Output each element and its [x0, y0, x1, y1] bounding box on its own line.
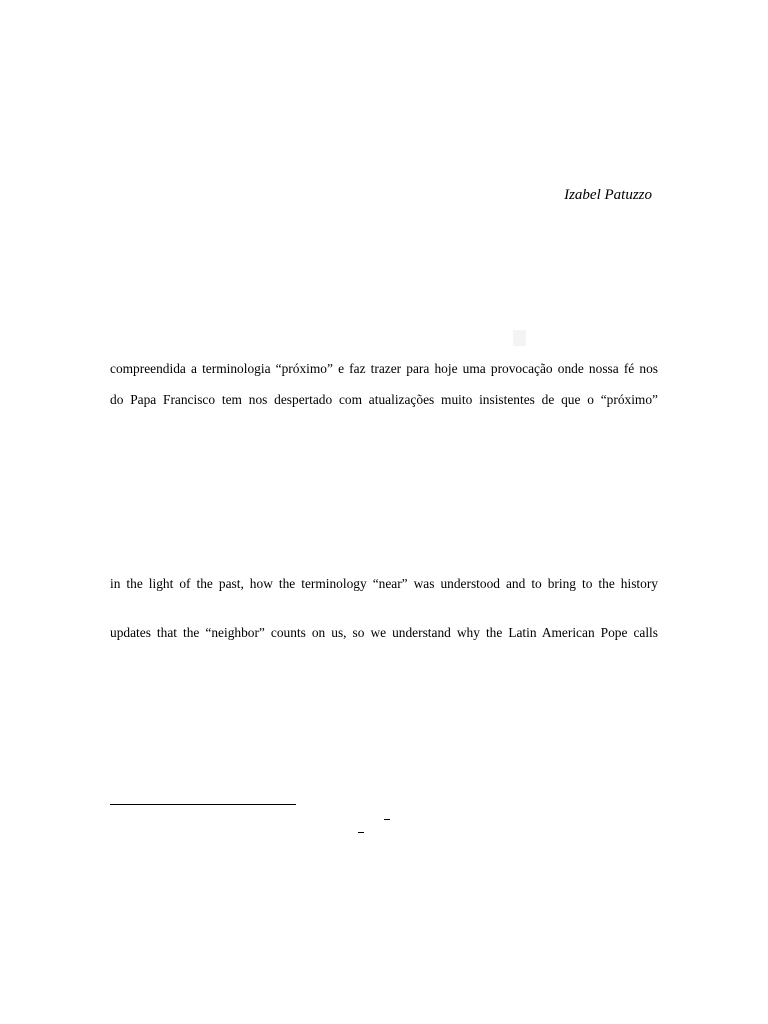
footnote-separator: [110, 804, 296, 805]
abstract-line-pt-2: do Papa Francisco tem nos despertado com atualizações muito insistentes de que o “próximo”: [110, 392, 658, 407]
abstract-line-pt-1: compreendida a terminologia “próximo” e faz trazer para hoje uma provocação onde nossa fé nos: [110, 361, 658, 376]
footnote-dash: [358, 832, 364, 833]
abstract-line-en-1: in the light of the past, how the terminology “near” was understood and to bring to the history: [110, 576, 658, 591]
abstract-line-en-2: updates that the “neighbor” counts on us, so we understand why the Latin American Pope calls: [110, 625, 658, 640]
scan-artifact: [513, 330, 526, 346]
footnote-dash: [384, 819, 390, 820]
author-name: Izabel Patuzzo: [564, 187, 652, 203]
